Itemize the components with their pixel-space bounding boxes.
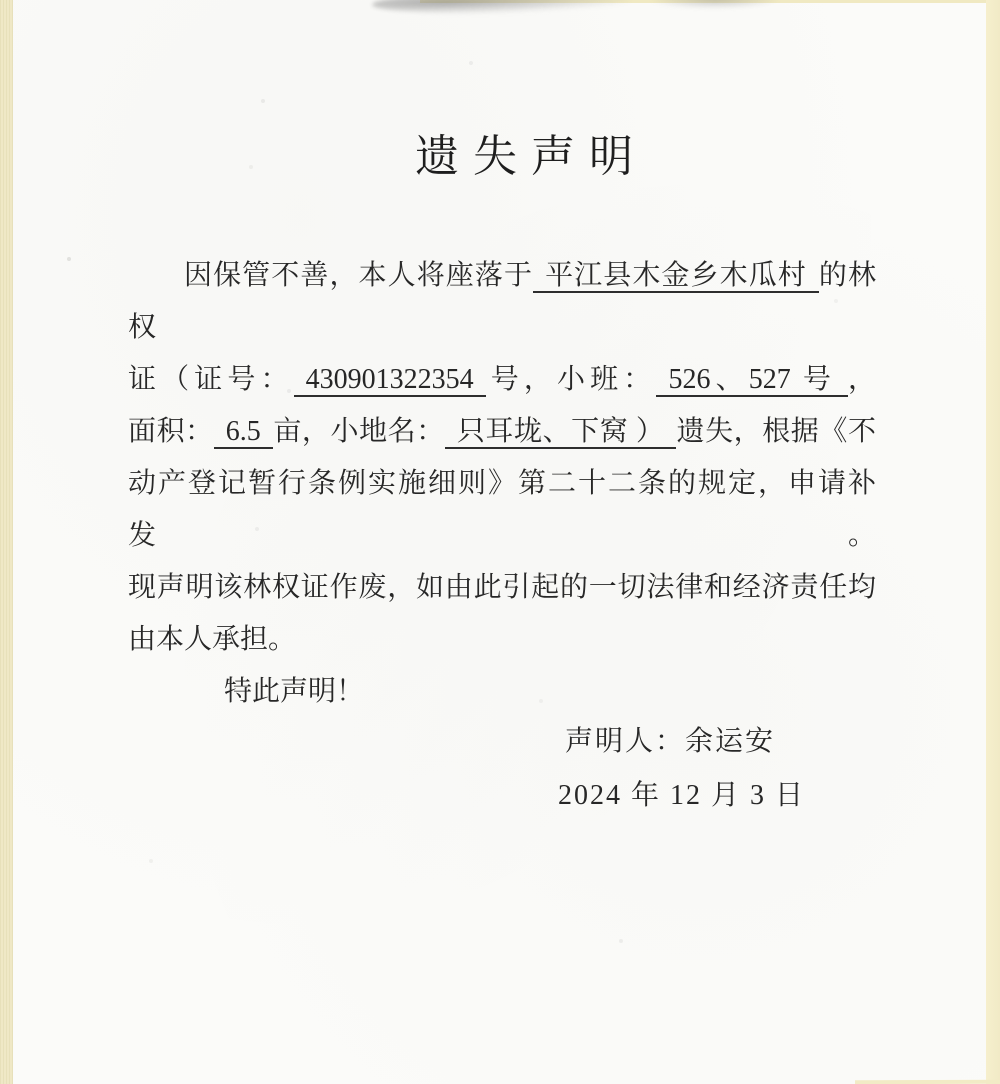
underlined-blank: 6.5 bbox=[214, 416, 273, 449]
body-line bbox=[128, 250, 876, 354]
body-line bbox=[128, 406, 876, 458]
body-text: ， bbox=[847, 364, 876, 395]
body-line bbox=[128, 614, 876, 666]
body-line bbox=[128, 562, 876, 614]
document-title: 遗失声明 bbox=[415, 132, 647, 181]
body-line bbox=[128, 666, 876, 718]
declarant-signature: 声明人：余运安 bbox=[565, 726, 776, 757]
body-text: 亩，小地名： bbox=[272, 416, 445, 447]
body-text: 号，小班： bbox=[485, 364, 657, 395]
scan-smudge bbox=[650, 0, 780, 9]
body-text: 证（证号： bbox=[128, 364, 294, 395]
scan-speckles bbox=[0, 0, 2, 2]
declaration-paragraph bbox=[128, 250, 876, 718]
underlined-blank: 平江县木金乡木瓜村 bbox=[533, 260, 819, 293]
body-text: 由本人承担。 bbox=[128, 624, 297, 655]
body-text: 现声明该林权证作废，如由此引起的一切法律和经济责任均 bbox=[128, 572, 876, 603]
body-text: 遗失，根据《不 bbox=[676, 416, 876, 447]
body-line bbox=[128, 458, 876, 562]
body-text: 的林权 bbox=[128, 260, 876, 343]
body-text: 动产登记暂行条例实施细则》第二十二条的规定，申请补发。 bbox=[128, 468, 876, 551]
body-text: 面积： bbox=[128, 416, 214, 447]
underlined-blank: 526、527 号 bbox=[656, 364, 848, 397]
underlined-blank: 430901322354 bbox=[294, 364, 486, 397]
body-text: 因保管不善，本人将座落于 bbox=[184, 260, 534, 291]
paper-edge-bottom bbox=[855, 1080, 1000, 1084]
underlined-blank: 只耳垅、下窝 ） bbox=[445, 416, 677, 449]
body-line bbox=[128, 354, 876, 406]
declaration-date: 2024 年 12 月 3 日 bbox=[558, 780, 806, 811]
body-text: 特此声明！ bbox=[224, 676, 365, 707]
scan-smudge bbox=[372, 0, 630, 16]
